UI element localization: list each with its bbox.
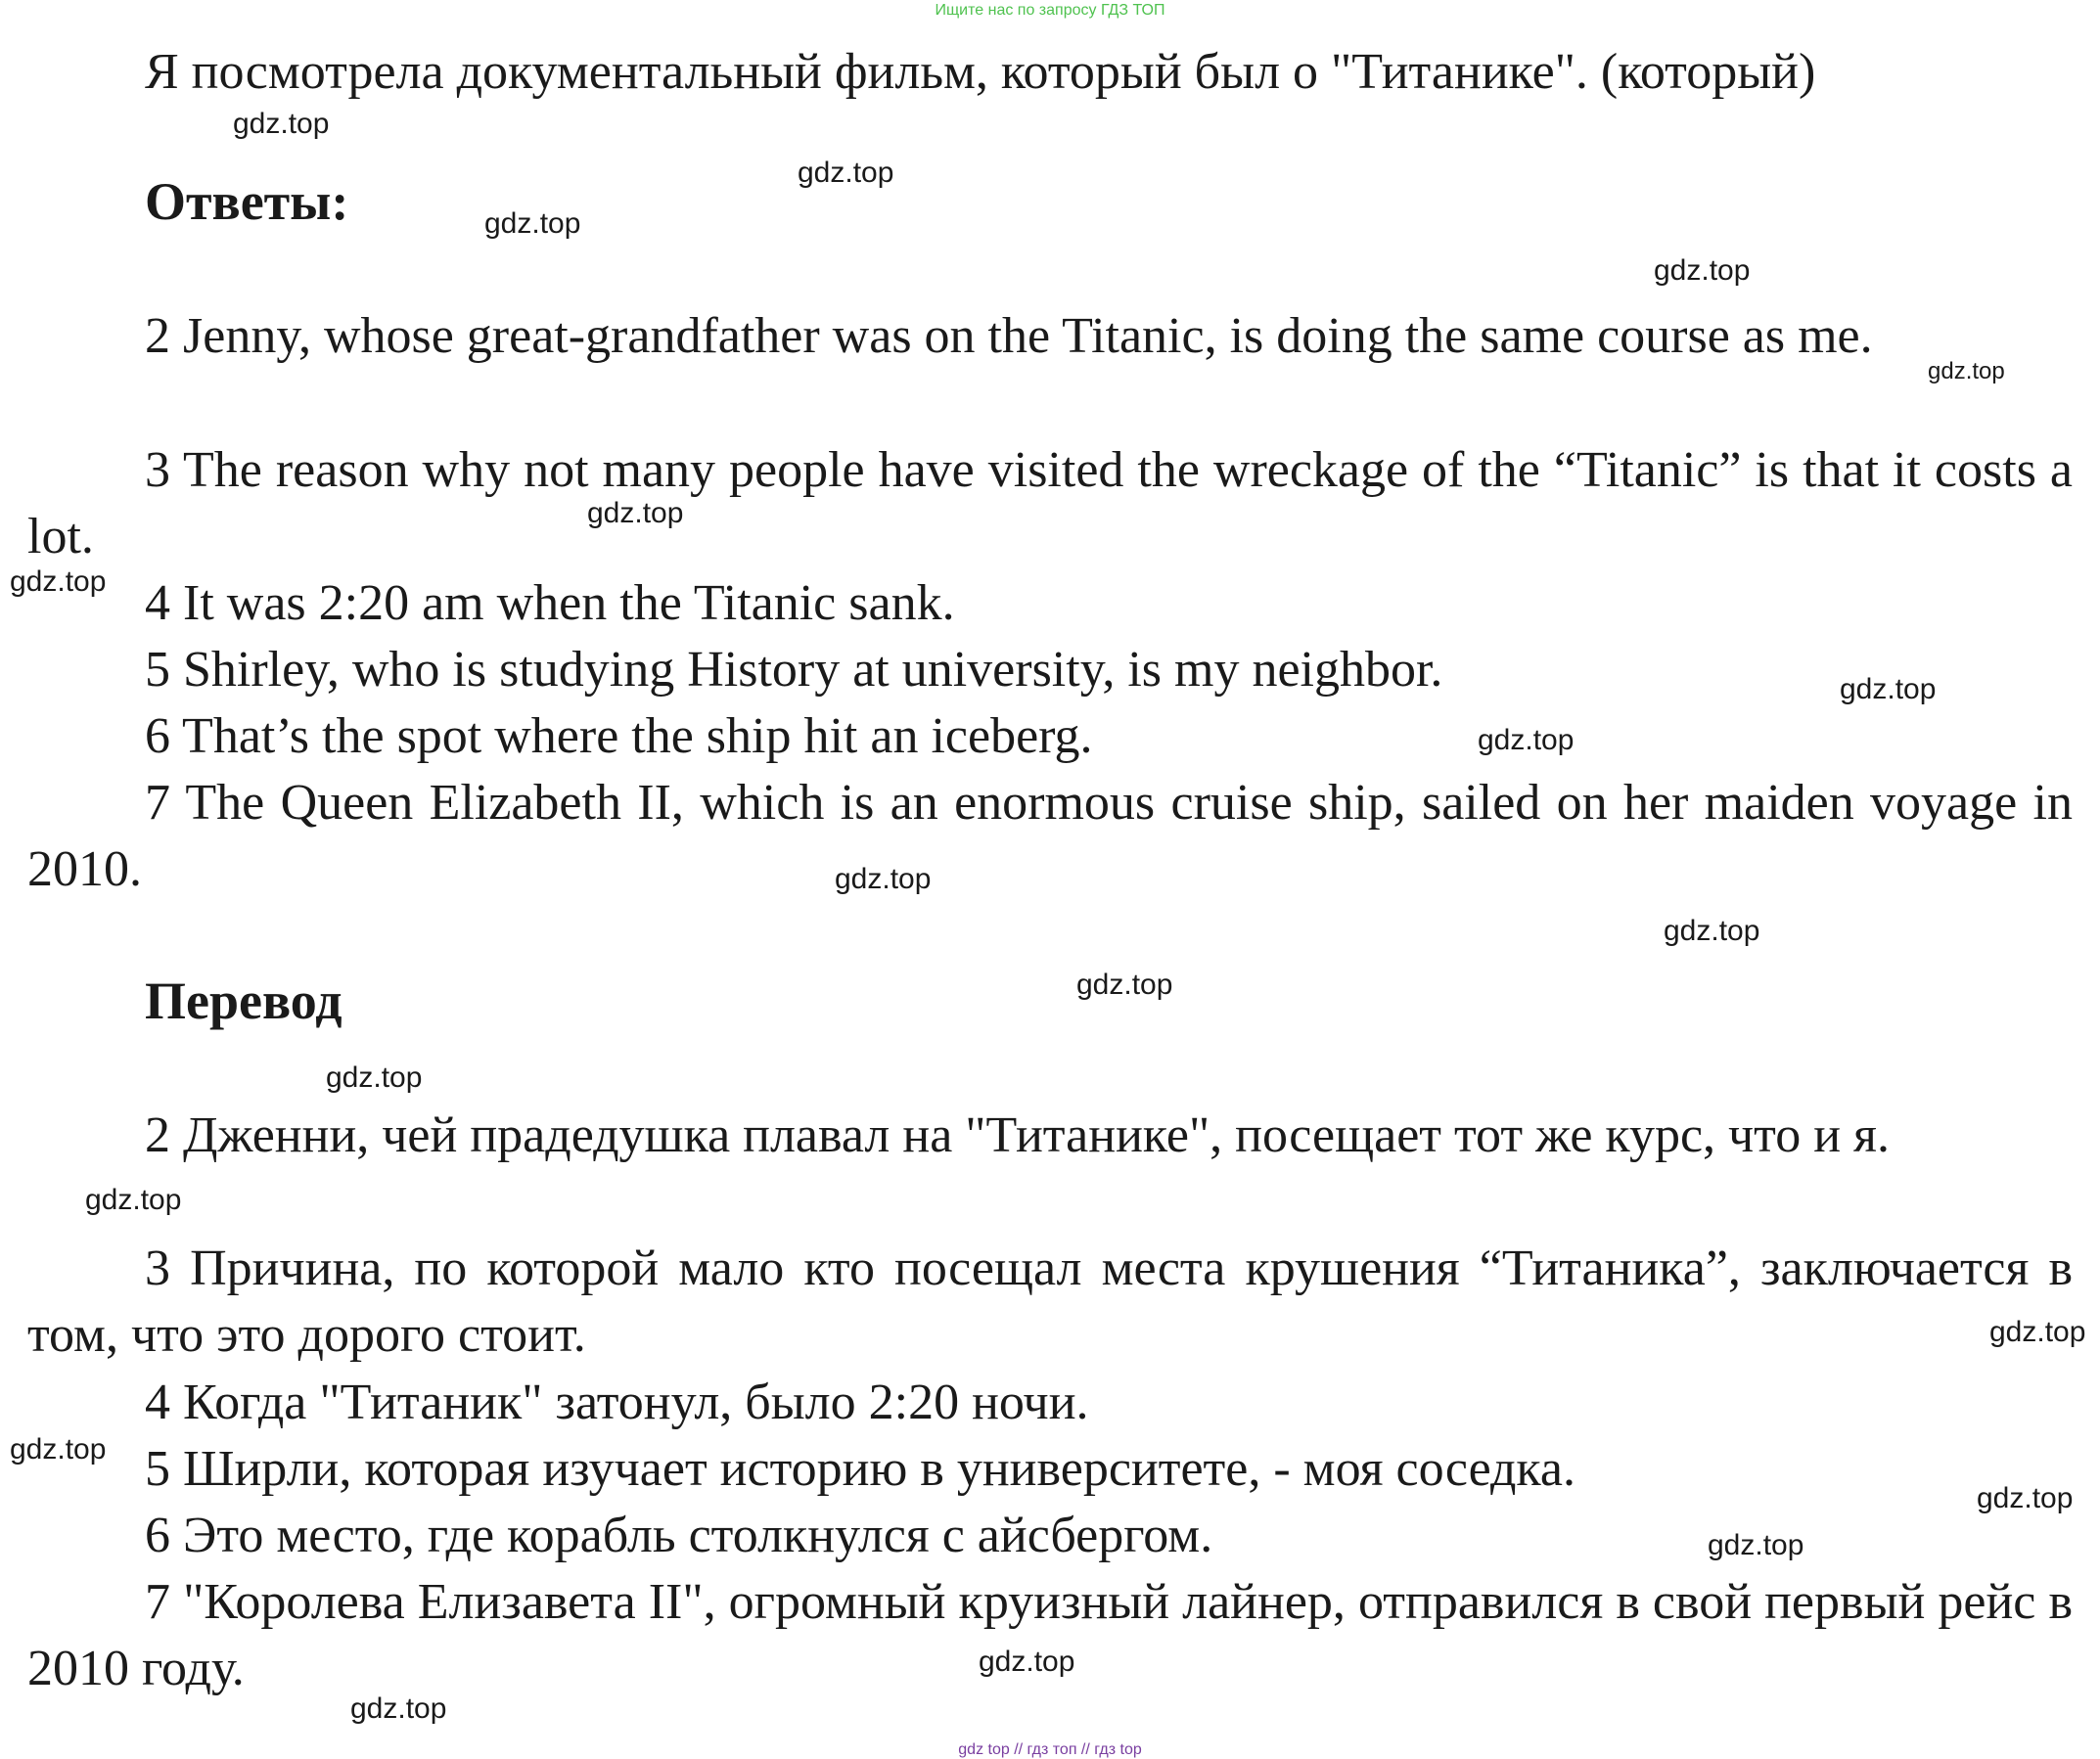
watermark: gdz.top xyxy=(484,207,581,240)
watermark: gdz.top xyxy=(10,1433,107,1466)
top-banner[interactable]: Ищите нас по запросу ГДЗ ТОП xyxy=(935,2,1165,19)
answer-4: 4 It was 2:20 am when the Titanic sank. xyxy=(145,575,955,631)
watermark: gdz.top xyxy=(1664,915,1760,947)
watermark: gdz.top xyxy=(835,863,932,895)
watermark: gdz.top xyxy=(1840,673,1937,705)
watermark: gdz.top xyxy=(1708,1529,1804,1561)
answers-heading: Ответы: xyxy=(145,172,349,231)
translation-2: 2 Дженни, чей прадедушка плавал на "Титанике", посещает тот же курс, что и я. xyxy=(145,1107,1890,1163)
watermark: gdz.top xyxy=(1654,254,1751,287)
watermark: gdz.top xyxy=(798,157,894,189)
watermark: gdz.top xyxy=(1989,1316,2086,1348)
translation-3: 3 Причина, по которой мало кто посещал места крушения “Титаника”, заключается в том, что это дорого стоит. xyxy=(27,1240,2073,1363)
translation-5: 5 Ширли, которая изучает историю в университете, - моя соседка. xyxy=(145,1441,1575,1497)
watermark: gdz.top xyxy=(1977,1482,2074,1514)
answer-5: 5 Shirley, who is studying History at university, is my neighbor. xyxy=(145,642,1443,698)
watermark: gdz.top xyxy=(1478,724,1575,756)
answer-6: 6 That’s the spot where the ship hit an iceberg. xyxy=(145,708,1093,764)
watermark: gdz.top xyxy=(326,1061,423,1094)
watermark: gdz.top xyxy=(233,108,330,140)
watermark: gdz.top xyxy=(1076,969,1173,1001)
watermark: gdz.top xyxy=(979,1646,1075,1678)
translation-heading: Перевод xyxy=(145,971,342,1030)
watermark: gdz.top xyxy=(10,565,107,598)
footer-links[interactable]: gdz top // гдз топ // гдз top xyxy=(958,1741,1142,1758)
watermark: gdz.top xyxy=(1928,358,2005,384)
translation-6: 6 Это место, где корабль столкнулся с айсбергом. xyxy=(145,1508,1213,1563)
answer-2: 2 Jenny, whose great-grandfather was on the Titanic, is doing the same course as me. xyxy=(145,308,1873,364)
translation-7: 7 "Королева Елизавета II", огромный круизный лайнер, отправился в свой первый рейс в 2010 году. xyxy=(27,1574,2073,1696)
translation-4: 4 Когда "Титаник" затонул, было 2:20 ночи. xyxy=(145,1375,1089,1430)
watermark: gdz.top xyxy=(587,497,684,529)
watermark: gdz.top xyxy=(85,1184,182,1216)
answer-7: 7 The Queen Elizabeth II, which is an enormous cruise ship, sailed on her maiden voyage in 2010. xyxy=(27,775,2073,897)
answer-3: 3 The reason why not many people have visited the wreckage of the “Titanic” is that it costs a lot. xyxy=(27,442,2073,564)
task-sentence: Я посмотрела документальный фильм, который был о "Титанике". (который) xyxy=(145,44,1816,100)
watermark: gdz.top xyxy=(350,1692,447,1725)
